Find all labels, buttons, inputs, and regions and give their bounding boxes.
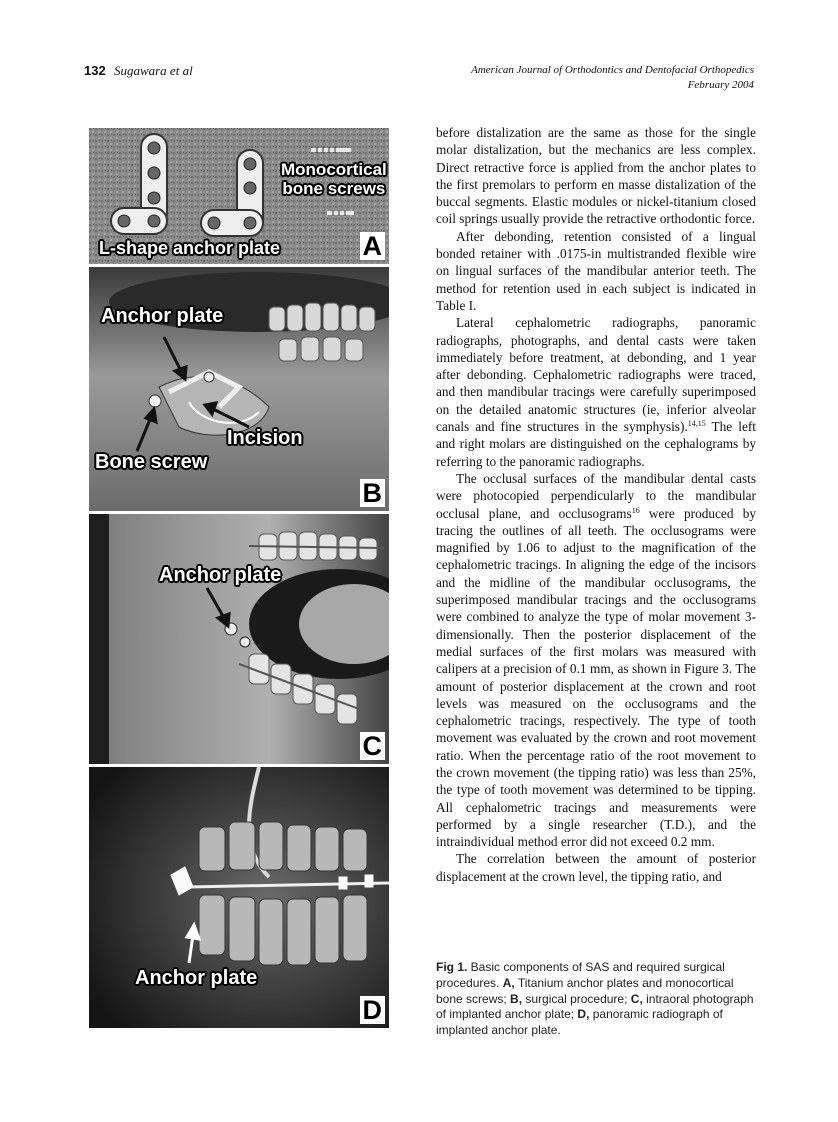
panel-d	[89, 767, 389, 1028]
issue-date: February 2004	[687, 79, 754, 91]
running-header-left	[84, 63, 193, 79]
caption-b-text: surgical procedure;	[522, 991, 631, 1006]
paragraph-3-text: Lateral cephalometric radiographs, panoramic radiographs, photographs, and dental casts were taken immediately before treatment, at debonding, and 1 year after debonding. Cephalometric radiographs were traced, and then mandibular tracings were carefully superimposed on the detailed anatomic structures (ie, inferior alveolar canals and fine structures in the symphysis).	[436, 315, 756, 435]
label-anchor-plate-d: Anchor plate	[135, 967, 258, 989]
citation-16: 16	[631, 505, 640, 515]
caption-c-text: intraoral photograph of implanted anchor plate;	[436, 991, 754, 1022]
paragraph-5: The correlation between the amount of posterior displacement at the crown level, the tipping ratio, and	[436, 851, 756, 884]
panel-letter-c: C	[360, 732, 386, 760]
label-l-shape-plate: L-shape anchor plate	[99, 238, 281, 258]
citation-14-15: 14,15	[687, 419, 706, 429]
label-anchor-plate-b: Anchor plate	[101, 305, 224, 327]
paragraph-4	[436, 470, 756, 851]
caption-c: C,	[630, 991, 643, 1006]
panel-c	[89, 514, 389, 764]
caption-intro: Basic components of SAS and required surgical procedures.	[436, 960, 725, 990]
caption-b: B,	[510, 991, 523, 1006]
paragraph-4-text: The occlusal surfaces of the mandibular dental casts were photocopied perpendicularly to the mandibular occlusal plane, and occlusograms	[436, 470, 756, 521]
panel-letter-b: B	[360, 479, 386, 507]
page-number: 132	[84, 63, 106, 78]
paragraph-4-text-cont: were produced by tracing the outlines of all teeth. The occlusograms were magnified by 1.06 to adjust to the magnification of the cephalometric tracings. In aligning the edge of the incisors and the midline of the mandibular occlusograms, the superimposed mandibular tracings and the occlusograms were combined to analyze the type of molar movement 3-dimensionally. Then the posterior displacement of the medial surfaces of the first molars was measured with calipers at a precision of 0.1 mm, as shown in Figure 3. The amount of posterior displacement at the crown and root levels was measured on the occlusograms and the cephalometric tracings, respectively. The type of tooth movement was evaluated by the crown and root movement ratio. When the percentage ratio of the root movement to the crown movement (the tipping ratio) was less than 25%, the type of tooth movement was determined to be tipping. All cephalometric tracings and measurements were performed by a single researcher (T.D.), and the intraindividual method error did not exceed 0.2 mm.	[436, 505, 756, 850]
panel-letter-d: D	[360, 996, 386, 1024]
panel-b-photo	[89, 267, 389, 511]
panel-c-photo	[89, 514, 389, 764]
paragraph-3	[436, 314, 756, 470]
body-text	[436, 124, 756, 885]
journal-title: American Journal of Orthodontics and Dentofacial Orthopedics	[471, 64, 754, 76]
label-incision: Incision	[227, 427, 303, 449]
caption-a-text: Titanium anchor plates and monocortical bone screws;	[436, 975, 734, 1006]
paragraph-1: before distalization are the same as those for the single molar distalization, but the mechanics are less complex. Direct retractive force is applied from the anchor plates to the first premolars to perform en masse distalization of the buccal segments. Elastic modules or nickel-titanium closed coil springs usually provide the retractive orthodontic force.	[436, 125, 756, 227]
figure-caption	[436, 960, 756, 1039]
label-monocortical-screws: Monocortical bone screws	[281, 160, 387, 198]
caption-d-text: panoramic radiograph of implanted anchor plate.	[436, 1007, 723, 1038]
running-header-right	[471, 63, 754, 93]
label-bone-screw: Bone screw	[95, 451, 208, 473]
figure-1	[89, 128, 389, 1028]
paragraph-3-text-cont: The left and right molars are distinguished on the cephalograms by referring to the panoramic radiographs.	[436, 419, 756, 469]
panel-a	[89, 128, 389, 264]
caption-d: D,	[577, 1007, 590, 1022]
paragraph-2: After debonding, retention consisted of a lingual bonded retainer with .0175-in multistranded flexible wire on lingual surfaces of the mandibular anterior teeth. The method for retention used in each subject is indicated in Table I.	[436, 228, 756, 313]
running-authors: Sugawara et al	[113, 63, 193, 78]
panel-b	[89, 267, 389, 511]
panel-letter-a: A	[360, 232, 386, 260]
caption-a: A,	[502, 975, 515, 990]
label-anchor-plate-c: Anchor plate	[159, 564, 282, 586]
caption-fig-label: Fig 1.	[436, 960, 468, 974]
